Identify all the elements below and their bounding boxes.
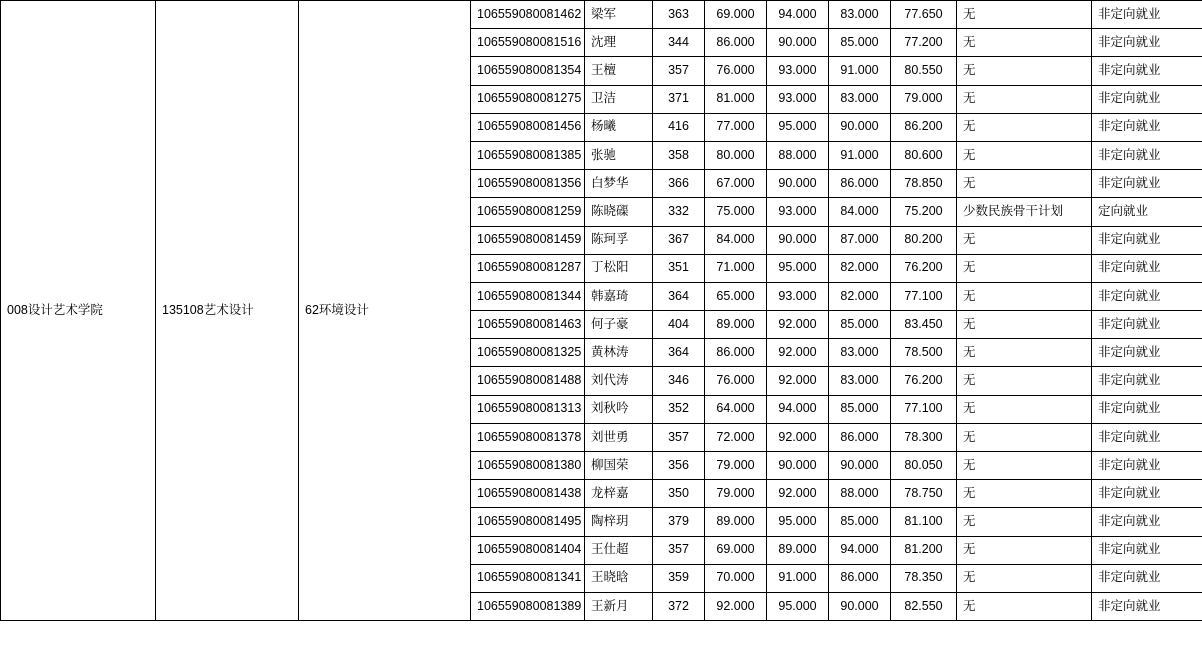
cell-candidate-name: 王晓晗 bbox=[585, 564, 653, 592]
cell-score-1: 64.000 bbox=[705, 395, 767, 423]
cell-special-plan: 无 bbox=[957, 367, 1092, 395]
cell-final-score: 77.100 bbox=[891, 282, 957, 310]
cell-exam-id: 106559080081516 bbox=[471, 29, 585, 57]
cell-special-plan: 无 bbox=[957, 536, 1092, 564]
cell-special-plan: 无 bbox=[957, 113, 1092, 141]
cell-score-2: 92.000 bbox=[767, 339, 829, 367]
cell-score-3: 84.000 bbox=[829, 198, 891, 226]
cell-candidate-name: 何子豪 bbox=[585, 311, 653, 339]
cell-final-score: 80.550 bbox=[891, 57, 957, 85]
cell-score-3: 83.000 bbox=[829, 367, 891, 395]
cell-candidate-name: 陶梓玥 bbox=[585, 508, 653, 536]
cell-employment-type: 非定向就业 bbox=[1092, 592, 1202, 620]
cell-direction: 62环境设计 bbox=[299, 1, 471, 621]
cell-total-score: 332 bbox=[653, 198, 705, 226]
cell-exam-id: 106559080081313 bbox=[471, 395, 585, 423]
cell-score-3: 91.000 bbox=[829, 141, 891, 169]
cell-score-3: 90.000 bbox=[829, 592, 891, 620]
cell-score-1: 84.000 bbox=[705, 226, 767, 254]
cell-score-2: 93.000 bbox=[767, 198, 829, 226]
cell-special-plan: 无 bbox=[957, 508, 1092, 536]
cell-final-score: 86.200 bbox=[891, 113, 957, 141]
cell-candidate-name: 刘世勇 bbox=[585, 423, 653, 451]
cell-final-score: 78.750 bbox=[891, 480, 957, 508]
cell-exam-id: 106559080081287 bbox=[471, 254, 585, 282]
cell-candidate-name: 黄林涛 bbox=[585, 339, 653, 367]
cell-employment-type: 非定向就业 bbox=[1092, 395, 1202, 423]
table-row bbox=[1, 1, 1202, 29]
cell-special-plan: 无 bbox=[957, 226, 1092, 254]
cell-total-score: 344 bbox=[653, 29, 705, 57]
cell-candidate-name: 张驰 bbox=[585, 141, 653, 169]
cell-score-1: 86.000 bbox=[705, 29, 767, 57]
cell-total-score: 364 bbox=[653, 339, 705, 367]
cell-score-1: 92.000 bbox=[705, 592, 767, 620]
cell-candidate-name: 梁军 bbox=[585, 1, 653, 29]
cell-score-3: 83.000 bbox=[829, 339, 891, 367]
cell-score-1: 69.000 bbox=[705, 1, 767, 29]
cell-candidate-name: 刘秋吟 bbox=[585, 395, 653, 423]
cell-score-3: 87.000 bbox=[829, 226, 891, 254]
cell-score-2: 92.000 bbox=[767, 311, 829, 339]
cell-final-score: 77.100 bbox=[891, 395, 957, 423]
cell-employment-type: 非定向就业 bbox=[1092, 536, 1202, 564]
cell-special-plan: 无 bbox=[957, 452, 1092, 480]
cell-candidate-name: 陈珂孚 bbox=[585, 226, 653, 254]
cell-score-1: 67.000 bbox=[705, 170, 767, 198]
cell-special-plan: 无 bbox=[957, 170, 1092, 198]
cell-final-score: 77.650 bbox=[891, 1, 957, 29]
cell-total-score: 350 bbox=[653, 480, 705, 508]
cell-employment-type: 非定向就业 bbox=[1092, 29, 1202, 57]
cell-score-2: 90.000 bbox=[767, 29, 829, 57]
cell-employment-type: 非定向就业 bbox=[1092, 480, 1202, 508]
cell-total-score: 357 bbox=[653, 423, 705, 451]
cell-final-score: 82.550 bbox=[891, 592, 957, 620]
cell-special-plan: 无 bbox=[957, 1, 1092, 29]
cell-score-1: 89.000 bbox=[705, 311, 767, 339]
cell-college: 008设计艺术学院 bbox=[1, 1, 156, 621]
cell-total-score: 358 bbox=[653, 141, 705, 169]
cell-score-2: 92.000 bbox=[767, 480, 829, 508]
cell-candidate-name: 陈晓磲 bbox=[585, 198, 653, 226]
cell-score-1: 76.000 bbox=[705, 367, 767, 395]
cell-exam-id: 106559080081438 bbox=[471, 480, 585, 508]
cell-final-score: 81.100 bbox=[891, 508, 957, 536]
cell-final-score: 78.350 bbox=[891, 564, 957, 592]
cell-exam-id: 106559080081488 bbox=[471, 367, 585, 395]
cell-employment-type: 非定向就业 bbox=[1092, 311, 1202, 339]
cell-score-3: 85.000 bbox=[829, 395, 891, 423]
cell-exam-id: 106559080081325 bbox=[471, 339, 585, 367]
cell-employment-type: 定向就业 bbox=[1092, 198, 1202, 226]
cell-total-score: 351 bbox=[653, 254, 705, 282]
cell-candidate-name: 王新月 bbox=[585, 592, 653, 620]
cell-exam-id: 106559080081341 bbox=[471, 564, 585, 592]
cell-final-score: 78.500 bbox=[891, 339, 957, 367]
cell-score-1: 81.000 bbox=[705, 85, 767, 113]
cell-candidate-name: 卫洁 bbox=[585, 85, 653, 113]
cell-final-score: 79.000 bbox=[891, 85, 957, 113]
cell-final-score: 81.200 bbox=[891, 536, 957, 564]
cell-exam-id: 106559080081462 bbox=[471, 1, 585, 29]
cell-score-1: 71.000 bbox=[705, 254, 767, 282]
cell-score-2: 90.000 bbox=[767, 170, 829, 198]
cell-score-1: 79.000 bbox=[705, 480, 767, 508]
cell-final-score: 76.200 bbox=[891, 367, 957, 395]
cell-score-2: 94.000 bbox=[767, 1, 829, 29]
cell-final-score: 83.450 bbox=[891, 311, 957, 339]
cell-total-score: 416 bbox=[653, 113, 705, 141]
cell-special-plan: 无 bbox=[957, 311, 1092, 339]
cell-final-score: 80.600 bbox=[891, 141, 957, 169]
cell-candidate-name: 王檀 bbox=[585, 57, 653, 85]
cell-score-3: 86.000 bbox=[829, 170, 891, 198]
cell-total-score: 404 bbox=[653, 311, 705, 339]
cell-score-3: 83.000 bbox=[829, 85, 891, 113]
cell-score-1: 69.000 bbox=[705, 536, 767, 564]
cell-final-score: 78.300 bbox=[891, 423, 957, 451]
cell-score-1: 72.000 bbox=[705, 423, 767, 451]
cell-final-score: 76.200 bbox=[891, 254, 957, 282]
cell-score-2: 92.000 bbox=[767, 367, 829, 395]
cell-exam-id: 106559080081389 bbox=[471, 592, 585, 620]
cell-special-plan: 无 bbox=[957, 423, 1092, 451]
cell-score-3: 88.000 bbox=[829, 480, 891, 508]
cell-score-1: 65.000 bbox=[705, 282, 767, 310]
table-body bbox=[1, 1, 1202, 621]
cell-candidate-name: 白梦华 bbox=[585, 170, 653, 198]
cell-exam-id: 106559080081275 bbox=[471, 85, 585, 113]
cell-score-1: 80.000 bbox=[705, 141, 767, 169]
cell-score-2: 95.000 bbox=[767, 508, 829, 536]
cell-special-plan: 无 bbox=[957, 395, 1092, 423]
cell-special-plan: 少数民族骨干计划 bbox=[957, 198, 1092, 226]
cell-total-score: 346 bbox=[653, 367, 705, 395]
cell-total-score: 359 bbox=[653, 564, 705, 592]
cell-total-score: 379 bbox=[653, 508, 705, 536]
cell-candidate-name: 柳国荣 bbox=[585, 452, 653, 480]
cell-employment-type: 非定向就业 bbox=[1092, 57, 1202, 85]
cell-score-2: 93.000 bbox=[767, 57, 829, 85]
cell-employment-type: 非定向就业 bbox=[1092, 367, 1202, 395]
cell-exam-id: 106559080081378 bbox=[471, 423, 585, 451]
cell-total-score: 363 bbox=[653, 1, 705, 29]
cell-score-3: 82.000 bbox=[829, 282, 891, 310]
cell-employment-type: 非定向就业 bbox=[1092, 226, 1202, 254]
cell-score-2: 88.000 bbox=[767, 141, 829, 169]
cell-exam-id: 106559080081344 bbox=[471, 282, 585, 310]
cell-candidate-name: 沈理 bbox=[585, 29, 653, 57]
cell-score-2: 91.000 bbox=[767, 564, 829, 592]
cell-total-score: 372 bbox=[653, 592, 705, 620]
cell-employment-type: 非定向就业 bbox=[1092, 113, 1202, 141]
cell-employment-type: 非定向就业 bbox=[1092, 141, 1202, 169]
cell-candidate-name: 杨曦 bbox=[585, 113, 653, 141]
cell-special-plan: 无 bbox=[957, 339, 1092, 367]
cell-exam-id: 106559080081259 bbox=[471, 198, 585, 226]
cell-special-plan: 无 bbox=[957, 29, 1092, 57]
cell-employment-type: 非定向就业 bbox=[1092, 85, 1202, 113]
cell-employment-type: 非定向就业 bbox=[1092, 423, 1202, 451]
cell-score-1: 79.000 bbox=[705, 452, 767, 480]
cell-score-3: 85.000 bbox=[829, 508, 891, 536]
cell-exam-id: 106559080081404 bbox=[471, 536, 585, 564]
cell-candidate-name: 龙梓嘉 bbox=[585, 480, 653, 508]
cell-special-plan: 无 bbox=[957, 480, 1092, 508]
cell-employment-type: 非定向就业 bbox=[1092, 1, 1202, 29]
cell-score-2: 95.000 bbox=[767, 113, 829, 141]
cell-employment-type: 非定向就业 bbox=[1092, 564, 1202, 592]
cell-final-score: 77.200 bbox=[891, 29, 957, 57]
cell-special-plan: 无 bbox=[957, 141, 1092, 169]
cell-score-3: 90.000 bbox=[829, 113, 891, 141]
cell-score-1: 86.000 bbox=[705, 339, 767, 367]
cell-score-2: 90.000 bbox=[767, 452, 829, 480]
cell-special-plan: 无 bbox=[957, 85, 1092, 113]
cell-special-plan: 无 bbox=[957, 592, 1092, 620]
cell-score-2: 92.000 bbox=[767, 423, 829, 451]
cell-score-2: 93.000 bbox=[767, 282, 829, 310]
cell-exam-id: 106559080081459 bbox=[471, 226, 585, 254]
cell-special-plan: 无 bbox=[957, 564, 1092, 592]
cell-score-3: 85.000 bbox=[829, 311, 891, 339]
cell-employment-type: 非定向就业 bbox=[1092, 452, 1202, 480]
cell-special-plan: 无 bbox=[957, 282, 1092, 310]
cell-total-score: 352 bbox=[653, 395, 705, 423]
cell-score-2: 94.000 bbox=[767, 395, 829, 423]
cell-total-score: 357 bbox=[653, 536, 705, 564]
cell-score-3: 85.000 bbox=[829, 29, 891, 57]
cell-major: 135108艺术设计 bbox=[156, 1, 299, 621]
cell-total-score: 364 bbox=[653, 282, 705, 310]
cell-score-2: 93.000 bbox=[767, 85, 829, 113]
cell-score-2: 95.000 bbox=[767, 254, 829, 282]
cell-score-1: 89.000 bbox=[705, 508, 767, 536]
cell-score-3: 94.000 bbox=[829, 536, 891, 564]
cell-score-1: 76.000 bbox=[705, 57, 767, 85]
cell-candidate-name: 刘代涛 bbox=[585, 367, 653, 395]
cell-employment-type: 非定向就业 bbox=[1092, 508, 1202, 536]
cell-total-score: 367 bbox=[653, 226, 705, 254]
cell-special-plan: 无 bbox=[957, 57, 1092, 85]
cell-candidate-name: 王仕超 bbox=[585, 536, 653, 564]
cell-final-score: 75.200 bbox=[891, 198, 957, 226]
cell-candidate-name: 丁松阳 bbox=[585, 254, 653, 282]
cell-employment-type: 非定向就业 bbox=[1092, 282, 1202, 310]
cell-exam-id: 106559080081356 bbox=[471, 170, 585, 198]
cell-score-1: 77.000 bbox=[705, 113, 767, 141]
cell-final-score: 80.050 bbox=[891, 452, 957, 480]
cell-score-2: 95.000 bbox=[767, 592, 829, 620]
cell-score-1: 75.000 bbox=[705, 198, 767, 226]
cell-final-score: 80.200 bbox=[891, 226, 957, 254]
cell-exam-id: 106559080081354 bbox=[471, 57, 585, 85]
cell-employment-type: 非定向就业 bbox=[1092, 339, 1202, 367]
cell-score-2: 89.000 bbox=[767, 536, 829, 564]
cell-total-score: 366 bbox=[653, 170, 705, 198]
cell-score-3: 83.000 bbox=[829, 1, 891, 29]
cell-special-plan: 无 bbox=[957, 254, 1092, 282]
cell-total-score: 371 bbox=[653, 85, 705, 113]
cell-score-3: 82.000 bbox=[829, 254, 891, 282]
cell-exam-id: 106559080081385 bbox=[471, 141, 585, 169]
cell-exam-id: 106559080081456 bbox=[471, 113, 585, 141]
cell-candidate-name: 韩嘉琦 bbox=[585, 282, 653, 310]
cell-final-score: 78.850 bbox=[891, 170, 957, 198]
cell-exam-id: 106559080081495 bbox=[471, 508, 585, 536]
cell-total-score: 356 bbox=[653, 452, 705, 480]
cell-exam-id: 106559080081380 bbox=[471, 452, 585, 480]
cell-exam-id: 106559080081463 bbox=[471, 311, 585, 339]
cell-score-3: 91.000 bbox=[829, 57, 891, 85]
cell-score-2: 90.000 bbox=[767, 226, 829, 254]
cell-employment-type: 非定向就业 bbox=[1092, 254, 1202, 282]
cell-score-1: 70.000 bbox=[705, 564, 767, 592]
cell-score-3: 86.000 bbox=[829, 564, 891, 592]
cell-score-3: 86.000 bbox=[829, 423, 891, 451]
cell-total-score: 357 bbox=[653, 57, 705, 85]
cell-employment-type: 非定向就业 bbox=[1092, 170, 1202, 198]
cell-score-3: 90.000 bbox=[829, 452, 891, 480]
